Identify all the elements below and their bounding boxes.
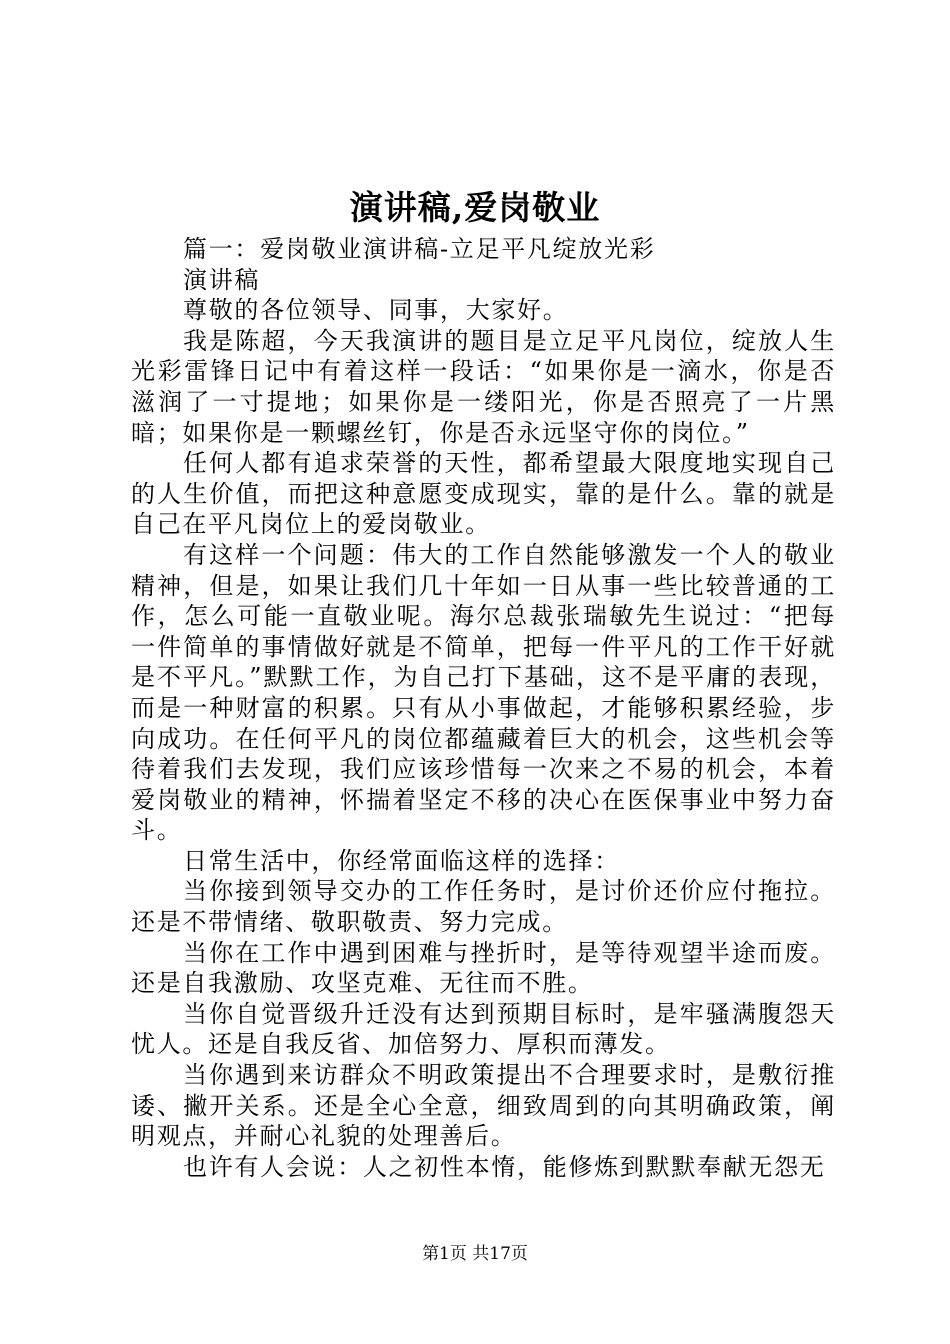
paragraph: 我是陈超，今天我演讲的题目是立足平凡岗位，绽放人生光彩雷锋日记中有着这样一段话：“如果你是一滴水，你是否滋润了一寸提地；如果你是一缕阳光，你是否照亮了一片黑暗；如果你是一颗螺丝钉，你是否永远坚守你的岗位。”	[131, 326, 836, 447]
paragraph: 当你自觉晋级升迁没有达到预期目标时，是牢骚满腹怨天忧人。还是自我反省、加倍努力、厚积而薄发。	[131, 999, 836, 1059]
paragraph: 任何人都有追求荣誉的天性，都希望最大限度地实现自己的人生价值，而把这种意愿变成现实，靠的是什么。靠的就是自己在平凡岗位上的爱岗敬业。	[131, 449, 836, 539]
paragraph: 有这样一个问题：伟大的工作自然能够激发一个人的敬业精神，但是，如果让我们几十年如一日从事一些比较普通的工作，怎么可能一直敬业呢。海尔总裁张瑞敏先生说过：“把每一件简单的事情做好就是不简单，把每一件平凡的工作干好就是不平凡。”默默工作，为自己打下基础，这不是平庸的表现，而是一种财富的积累。只有从小事做起，才能够积累经验，步向成功。在任何平凡的岗位都蕴藏着巨大的机会，这些机会等待着我们去发现，我们应该珍惜每一次来之不易的机会，本着爱岗敬业的精神，怀揣着坚定不移的决心在医保事业中努力奋斗。	[131, 540, 836, 845]
page-number-footer: 第1页 共17页	[422, 1244, 528, 1264]
paragraph: 篇一：爱岗敬业演讲稿-立足平凡绽放光彩	[183, 235, 656, 263]
document-title: 演讲稿,爱岗敬业	[349, 188, 601, 227]
paragraph: 也许有人会说：人之初性本惰，能修炼到默默奉献无怨无	[183, 1152, 826, 1181]
paragraph: 当你接到领导交办的工作任务时，是讨价还价应付拖拉。还是不带情绪、敬职敬责、努力完成。	[131, 877, 836, 937]
paragraph: 日常生活中，你经常面临这样的选择：	[183, 846, 620, 875]
paragraph: 当你遇到来访群众不明政策提出不合理要求时，是敷衍推诿、撇开关系。还是全心全意，细致周到的向其明确政策，阐明观点，并耐心礼貌的处理善后。	[131, 1061, 836, 1151]
paragraph: 演讲稿	[183, 265, 261, 294]
paragraph: 尊敬的各位领导、同事，大家好。	[183, 296, 569, 325]
document-body	[131, 234, 836, 1182]
paragraph: 当你在工作中遇到困难与挫折时，是等待观望半途而废。还是自我激励、攻坚克难、无往而不胜。	[131, 938, 836, 998]
